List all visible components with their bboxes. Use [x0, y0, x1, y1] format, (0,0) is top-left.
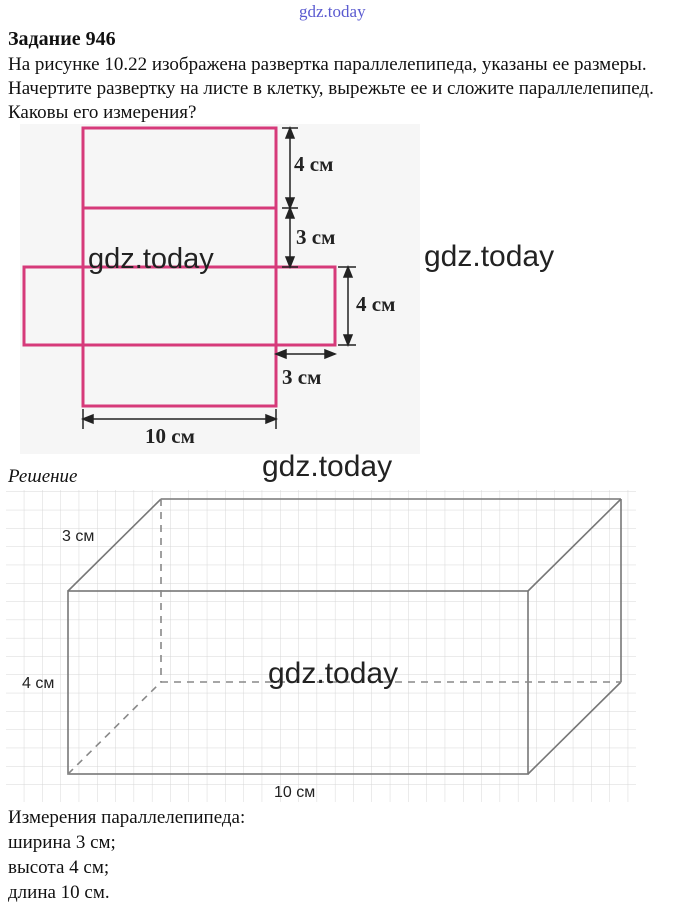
parallelepiped-figure — [6, 490, 636, 802]
label-right-bottom: 3 см — [282, 365, 322, 389]
watermark-3: gdz.today — [262, 450, 393, 483]
solution-label: Решение — [8, 466, 78, 487]
label-height: 4 см — [22, 675, 55, 692]
watermark-1: gdz.today — [88, 243, 214, 275]
label-top: 4 см — [294, 152, 334, 176]
answer-intro: Измерения параллелепипеда: — [8, 807, 246, 828]
answer-block — [8, 805, 245, 905]
watermark-2: gdz.today — [424, 240, 555, 273]
task-title: Задание 946 — [8, 28, 116, 50]
label-bottom: 10 см — [145, 424, 195, 448]
label-right: 4 см — [356, 292, 396, 316]
net-figure — [20, 124, 420, 454]
watermark-4: gdz.today — [268, 657, 399, 690]
label-length: 10 см — [274, 784, 316, 801]
label-middle: 3 см — [296, 225, 336, 249]
label-depth: 3 см — [62, 528, 95, 545]
answer-length: длина 10 см. — [8, 882, 110, 903]
header-watermark: gdz.today — [299, 2, 366, 21]
answer-width: ширина 3 см; — [8, 832, 116, 853]
grid-background — [6, 490, 636, 802]
task-text: На рисунке 10.22 изображена развертка параллелепипеда, указаны ее размеры. Начертите развертку на листе в клетку, вырежьте ее и сложите параллелепипед. Каковы его измерения? — [8, 54, 654, 123]
answer-height: высота 4 см; — [8, 857, 110, 878]
